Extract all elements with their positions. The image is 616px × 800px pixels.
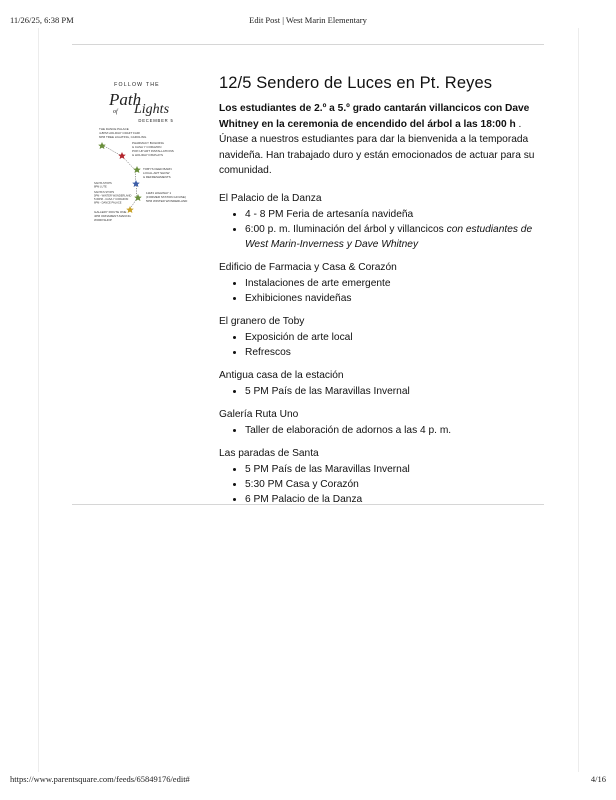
print-page-title: Edit Post | West Marin Elementary: [249, 15, 367, 25]
section-heading-tobys: El granero de Toby: [219, 315, 305, 327]
poster-stop-6: GALLERY ROUTE ONE 4PM ORNAMENT-MAKING WORKSHOP: [94, 210, 131, 222]
post-content: [219, 74, 549, 515]
list-item: • 5 PM País de las Maravillas Invernal: [245, 462, 549, 477]
section-heading-dance-palace: El Palacio de la Danza: [219, 192, 322, 204]
post-intro-bold: Los estudiantes de 2.º a 5.º grado cantarán villancicos con Dave Whitney en la ceremonia de encendido del árbol a las 18:00 h: [219, 103, 530, 130]
section-list-pharmacy: [219, 276, 549, 306]
section-heading-gallery: Galería Ruta Uno: [219, 408, 299, 420]
star-icon: [118, 152, 126, 159]
list-item: • Exhibiciones navideñas: [245, 291, 549, 306]
top-divider: [72, 44, 544, 45]
list-item: • 5 PM País de las Maravillas Invernal: [245, 384, 549, 399]
post-intro: [219, 101, 549, 179]
list-item: • 6 PM Palacio de la Danza: [245, 492, 549, 507]
section-heading-pharmacy: Edificio de Farmacia y Casa & Corazón: [219, 261, 397, 273]
section-list-station-house: [219, 384, 549, 399]
print-datetime: 11/26/25, 6:38 PM: [10, 15, 74, 25]
post-title: 12/5 Sendero de Luces en Pt. Reyes: [219, 74, 493, 92]
print-url[interactable]: https://www.parentsquare.com/feeds/65849176/edit#: [10, 774, 190, 784]
poster-title-lights: Lights: [134, 102, 170, 117]
poster-stop-3: TOBY'S FEED BARN LOCAL ART SHOW & REFRESHMENTS: [143, 167, 172, 179]
poster-title-path: Path: [109, 90, 142, 109]
list-item: • Refrescos: [245, 345, 549, 360]
star-icon: [134, 194, 142, 201]
section-heading-station-house: Antigua casa de la estación: [219, 369, 344, 381]
print-header: [10, 15, 606, 27]
poster-stop-5: 11183 HIGHWAY 1 (FORMER STATION HOUSE) 5PM WINTER WONDERLAND: [146, 191, 188, 203]
list-item: • Instalaciones de arte emergente: [245, 276, 549, 291]
list-item: • Exposición de arte local: [245, 330, 549, 345]
card-border-left: [38, 28, 39, 772]
poster-follow-the: FOLLOW THE: [114, 82, 160, 88]
section-list-tobys: [219, 330, 549, 360]
section-heading-santa: Las paradas de Santa: [219, 447, 319, 459]
post-intro-rest: . Únase a nuestros estudiantes para dar la bienvenida a la temporada navideña. Han trabajado duro y están emocionados de actuar para su comunidad.: [219, 118, 535, 176]
star-icon: [98, 142, 106, 149]
print-page-count: 4/16: [590, 774, 606, 784]
list-item: • Taller de elaboración de adornos a las 4 p. m.: [245, 423, 549, 438]
section-list-santa: [219, 462, 549, 507]
section-list-dance-palace: [219, 207, 549, 252]
print-footer: [10, 774, 606, 786]
star-icon: [126, 206, 134, 213]
poster-title-of: of: [113, 109, 118, 115]
poster-stop-2: PHARMACY BUILDING & CASA Y CORAZON POP-UP ART INSTALLATIONS & HOLIDAY DISPLAYS: [132, 141, 174, 157]
poster-date: DECEMBER 5: [138, 118, 174, 123]
path-of-lights-poster: [82, 72, 192, 232]
poster-stop-santa: SANTA STOPS 8PM LUTE SANTA'S STOPS 5PM - WINTER WONDERLAND 5:30PM - CASA Y CORAZON 6PM - DANCE PALACE: [94, 182, 132, 205]
poster-stop-1: THE DANCE PALACE 4-8PM HOLIDAY CRAFT FAIR 6PM TREE LIGHTING, CAROLING: [99, 127, 147, 139]
list-item: • 5:30 PM Casa y Corazón: [245, 477, 549, 492]
list-item: • 6:00 p. m. Iluminación del árbol y villancicos con estudiantes de West Marin-Inverness y Dave Whitney: [245, 222, 549, 252]
list-item: • 4 - 8 PM Feria de artesanía navideña: [245, 207, 549, 222]
card-border-right: [578, 28, 579, 772]
star-icon: [133, 166, 141, 173]
section-list-gallery: [219, 423, 549, 438]
